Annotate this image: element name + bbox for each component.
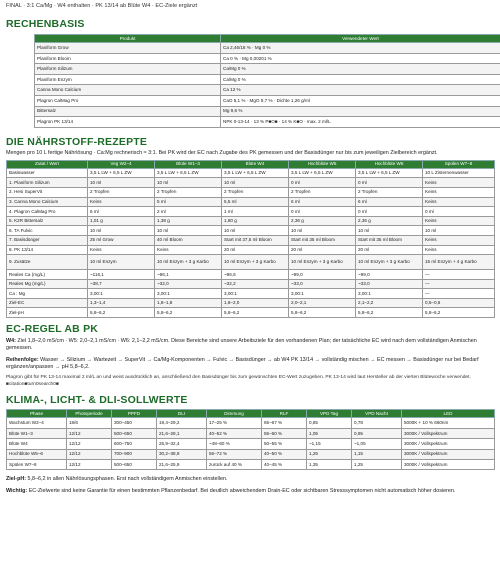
rezepte-cell: Ziel-EC: [7, 298, 88, 308]
klima-header-row: [7, 410, 495, 418]
rechenbasis-cell: Planiform Enzym: [35, 74, 221, 85]
rechenbasis-row: [35, 53, 500, 64]
rezepte-cell: Keins: [423, 245, 495, 255]
rezepte-cell: 3,00:1: [155, 289, 222, 299]
rezepte-cell: 6 ml: [356, 197, 423, 207]
rezepte-cell: 0,5–0,6: [423, 298, 495, 308]
rezepte-cell: ~99,0: [289, 270, 356, 280]
klima-column-header: Dimmung: [207, 410, 262, 418]
rezepte-cell: 6 ml: [289, 197, 356, 207]
klima-cell: 56–72 %: [207, 449, 262, 459]
rezepte-cell: —: [423, 289, 495, 299]
rezepte-cell: Keins: [423, 178, 495, 188]
rechenbasis-cell: CaO 5,1 % · MgO 5,7 % · Dichte 1,26 g/ml: [221, 95, 500, 106]
section-title-rechenbasis: RECHENBASIS: [6, 18, 85, 30]
rezepte-cell: 2 ml: [155, 207, 222, 217]
rechenbasis-row: [35, 64, 500, 75]
rezepte-cell: 2 Tropfen: [222, 187, 289, 197]
rezepte-column-header: Hochblüte W5: [289, 160, 356, 168]
rezepte-cell: Keins: [88, 197, 155, 207]
klima-row: [7, 418, 495, 428]
rezepte-row: [7, 279, 495, 289]
klima-cell: zurück auf 40 %: [207, 460, 262, 470]
klima-cell: Wachstum W2–4: [7, 418, 67, 428]
footer-ph-text: 5,8–6,2 in allen Nährlösungsphasen. Erst nach vollständigem Anmischen einstellen.: [26, 476, 228, 483]
rezepte-intro: Mengen pro 10 L fertige Nährlösung · Ca:Mg rechnerisch ≈ 3:1. Bei PK wird der EC nach Zugabe des PK gemessen und der Basisdünger nur bis zum jeweiligen Zielbereich ergänzt.: [6, 149, 438, 156]
rezepte-cell: Keins: [423, 216, 495, 226]
rezepte-cell: 7. Basisdünger: [7, 235, 88, 245]
rezepte-row: [7, 289, 495, 299]
rezepte-cell: 1. Planiform Silizum: [7, 178, 88, 188]
klima-column-header: Photoperiode: [67, 410, 112, 418]
rezepte-cell: Reales Mg (mg/L): [7, 279, 88, 289]
rezepte-table: [6, 160, 495, 318]
klima-column-header: VPD Nacht: [352, 410, 402, 418]
rezepte-row: [7, 270, 495, 280]
rezepte-cell: 10 ml: [88, 178, 155, 188]
rezepte-row: [7, 207, 495, 217]
rechenbasis-cell: Ca 2,46/18 % · Mg 0 %: [221, 43, 500, 54]
rezepte-cell: 10 ml: [155, 226, 222, 236]
rezepte-column-header: Blüte W1–3: [155, 160, 222, 168]
klima-table: [6, 409, 495, 470]
rezepte-cell: 1,8–1,8: [155, 298, 222, 308]
rezepte-cell: 20 ml: [356, 245, 423, 255]
footer-warning-text: EC-Zielwerte sind keine Garantie für einen bestimmten Pflanzenbedarf. Bei deutlich abweichendem Drain-EC oder sichtbaren Stresssymptomen nicht automatisch höher dosieren.: [27, 487, 456, 494]
klima-cell: 21,6–28,1: [157, 428, 207, 438]
rezepte-cell: 3,5 L LW + 6,5 L ZW: [356, 168, 423, 178]
rezepte-cell: 20 ml: [222, 245, 289, 255]
rezepte-cell: 2,0–2,1: [289, 298, 356, 308]
rezepte-cell: 3,5 L LW + 6,5 L ZW: [222, 168, 289, 178]
klima-cell: 12/12: [67, 460, 112, 470]
rezepte-cell: ~33,0: [356, 279, 423, 289]
rezepte-cell: ~96,6: [222, 270, 289, 280]
rezepte-cell: 9. Zusätze: [7, 255, 88, 270]
rezepte-column-header: Blüte W4: [222, 160, 289, 168]
rezepte-cell: 5,8–6,2: [356, 308, 423, 318]
rezepte-row: [7, 197, 495, 207]
rezepte-cell: 10 ml Enzym: [88, 255, 155, 270]
rezepte-cell: Basiswasser: [7, 168, 88, 178]
rezepte-cell: 6 ml: [88, 207, 155, 217]
rezepte-cell: Ziel-pH: [7, 308, 88, 318]
rezepte-cell: 40 ml Bloom: [155, 235, 222, 245]
klima-cell: 5000K + 10 % 660nm: [402, 418, 495, 428]
rezepte-cell: 0 ml: [356, 178, 423, 188]
rezepte-row: [7, 235, 495, 245]
rezepte-cell: 3,5 L LW + 6,5 L ZW: [289, 168, 356, 178]
rezepte-cell: 1,3–1,4: [88, 298, 155, 308]
rezepte-cell: 1,80 g: [222, 216, 289, 226]
klima-cell: 1,35: [307, 460, 352, 470]
rezepte-cell: 10 ml: [423, 226, 495, 236]
rezepte-cell: 2,36 g: [356, 216, 423, 226]
rezepte-cell: 1,8–2,0: [222, 298, 289, 308]
ecregel-order: [6, 357, 492, 372]
rezepte-cell: ~38,7: [88, 279, 155, 289]
rezepte-cell: 10 ml: [222, 178, 289, 188]
klima-cell: ~1,05: [352, 439, 402, 449]
klima-cell: 0,95: [352, 428, 402, 438]
rechenbasis-header-row: [35, 35, 500, 43]
klima-row: [7, 449, 495, 459]
rezepte-cell: 0 ml: [423, 207, 495, 217]
rezepte-cell: 1,01 g: [88, 216, 155, 226]
ecregel-order-text: Wasser → Silizium → Wartezeit → SuperVit → Ca/Mg-Komponenten → Fulvic → Basisdünger → ab W4 PK 13/14 → vollständig mischen → EC messen → Basisdünger nur bei Bedarf ergänzen/anpassen → pH 5,8–6,2.: [6, 356, 479, 370]
rezepte-cell: 5. K2R Bittersalz: [7, 216, 88, 226]
rezepte-cell: 5,8–6,2: [88, 308, 155, 318]
rechenbasis-column-header: Produkt: [35, 35, 221, 43]
rezepte-cell: —: [423, 270, 495, 280]
klima-cell: 12/12: [67, 439, 112, 449]
footer-ph-note: [6, 476, 492, 483]
klima-cell: Blüte W1–3: [7, 428, 67, 438]
rezepte-cell: 3. Canna Mono Calcium: [7, 197, 88, 207]
rechenbasis-cell: Mg 9,6 %: [221, 106, 500, 117]
rezepte-cell: Start mit 35 ml Bloom: [289, 235, 356, 245]
rezepte-cell: 2 Tropfen: [88, 187, 155, 197]
klima-cell: 1,15: [352, 449, 402, 459]
rezepte-cell: 10 ml Enzym + 3 g Karbo: [222, 255, 289, 270]
rezepte-row: [7, 226, 495, 236]
klima-row: [7, 428, 495, 438]
rezepte-cell: 2 Tropfen: [155, 187, 222, 197]
rezepte-cell: Start mit 35 ml Bloom: [356, 235, 423, 245]
rezepte-row: [7, 178, 495, 188]
rechenbasis-cell: NPK 0-13-14 · 13 % P■O■ · 14 % K■O · max. 2 ml/L: [221, 117, 500, 128]
rechenbasis-cell: Planiform Grow: [35, 43, 221, 54]
klima-cell: Blüte W4: [7, 439, 67, 449]
rezepte-cell: 25 ml Grow: [88, 235, 155, 245]
rezepte-cell: 0 ml: [289, 178, 356, 188]
rezepte-cell: 10 ml: [289, 226, 356, 236]
rechenbasis-row: [35, 43, 500, 54]
rezepte-cell: ~99,0: [356, 270, 423, 280]
rezepte-cell: Keins: [155, 245, 222, 255]
klima-cell: 500–650: [112, 460, 157, 470]
rezepte-cell: Start mit 37,5 ml Bloom: [222, 235, 289, 245]
rezepte-cell: 3,00:1: [356, 289, 423, 299]
klima-cell: 40–50 %: [262, 449, 307, 459]
rechenbasis-row: [35, 95, 500, 106]
rezepte-cell: 3,5 L LW + 6,5 L ZW: [88, 168, 155, 178]
klima-cell: 40–45 %: [262, 460, 307, 470]
rezepte-cell: 1,38 g: [155, 216, 222, 226]
rezepte-cell: Reales Ca (mg/L): [7, 270, 88, 280]
footer-ph-label: Ziel-pH:: [6, 476, 27, 483]
rezepte-cell: —: [423, 279, 495, 289]
ecregel-order-label: Reihenfolge:: [6, 356, 39, 363]
klima-cell: 700–900: [112, 449, 157, 459]
klima-cell: 600–750: [112, 439, 157, 449]
rezepte-row: [7, 187, 495, 197]
rechenbasis-cell: Plagron CalMag Pro: [35, 95, 221, 106]
klima-cell: 30,2–38,9: [157, 449, 207, 459]
rezepte-cell: 3,00:1: [222, 289, 289, 299]
rechenbasis-row: [35, 74, 500, 85]
rezepte-cell: 2. Hesi SuperVit: [7, 187, 88, 197]
rezepte-cell: 2 Tropfen: [289, 187, 356, 197]
rezepte-row: [7, 216, 495, 226]
rezepte-cell: Keins: [423, 197, 495, 207]
rezepte-column-header: Hochblüte W6: [356, 160, 423, 168]
rezepte-column-header: Veg W2–4: [88, 160, 155, 168]
rezepte-cell: ~33,0: [289, 279, 356, 289]
rezepte-cell: 5,8–6,2: [289, 308, 356, 318]
rezepte-cell: ~32,2: [222, 279, 289, 289]
rechenbasis-cell: Canna Mono Calcium: [35, 85, 221, 96]
rechenbasis-row: [35, 117, 500, 128]
rezepte-cell: 10 ml Enzym + 3 g Karbo: [155, 255, 222, 270]
klima-cell: 40–52 %: [207, 428, 262, 438]
rezepte-cell: 5,8–6,2: [423, 308, 495, 318]
rezepte-cell: 15 ml Enzym + 4 g Karbo: [423, 255, 495, 270]
klima-column-header: LED: [402, 410, 495, 418]
rechenbasis-cell: Planiform Bloom: [35, 53, 221, 64]
rezepte-cell: ~32,0: [155, 279, 222, 289]
rezepte-column-header: Spülen W7–8: [423, 160, 495, 168]
section-title-rezepte: DIE NÄHRSTOFF-REZEPTE: [6, 135, 148, 148]
section-title-ecregel: EC-REGEL AB PK: [6, 323, 99, 336]
ecregel-targets-label: W4:: [6, 338, 16, 345]
klima-row: [7, 439, 495, 449]
rezepte-row: [7, 308, 495, 318]
klima-cell: ~48–60 %: [207, 439, 262, 449]
rezepte-row: [7, 298, 495, 308]
klima-column-header: DLI: [157, 410, 207, 418]
rechenbasis-row: [35, 85, 500, 96]
klima-cell: 3000K / Vollspektrum: [402, 439, 495, 449]
rezepte-cell: 2,36 g: [289, 216, 356, 226]
rezepte-cell: 3,00:1: [289, 289, 356, 299]
rezepte-cell: Ca : Mg: [7, 289, 88, 299]
rezepte-cell: ~116,1: [88, 270, 155, 280]
klima-cell: 3000K / Vollspektrum: [402, 449, 495, 459]
klima-cell: 500–650: [112, 428, 157, 438]
ecregel-source-note: Plagron gibt für PK 13-14 maximal 2 ml/L an und weist ausdrücklich an, anschließend den Basisdünger bis zum gewünschten EC-Wert zuzugeben. PK 13-14 wird laut Hersteller ab der vierten Blütewoche verwendet. ■citation■turn0search0■: [6, 375, 471, 387]
rezepte-cell: 2 Tropfen: [356, 187, 423, 197]
rezepte-column-header: Zutat / Wert: [7, 160, 88, 168]
klima-cell: 21,6–25,9: [157, 460, 207, 470]
rezepte-cell: Keins: [423, 187, 495, 197]
klima-cell: Spülen W7–8: [7, 460, 67, 470]
klima-cell: 17–25 %: [207, 418, 262, 428]
klima-column-header: RLF: [262, 410, 307, 418]
rezepte-cell: 5,5 ml: [222, 197, 289, 207]
rezepte-cell: 10 ml Enzym + 3 g Karbo: [289, 255, 356, 270]
klima-cell: 65–67 %: [262, 418, 307, 428]
klima-column-header: Phase: [7, 410, 67, 418]
footer-notes: [6, 476, 494, 495]
klima-cell: 12/12: [67, 449, 112, 459]
klima-cell: 18/6: [67, 418, 112, 428]
klima-cell: Hochblüte W5–6: [7, 449, 67, 459]
rechenbasis-table: [34, 34, 500, 128]
klima-column-header: VPD Tag: [307, 410, 352, 418]
rezepte-row: [7, 245, 495, 255]
klima-row: [7, 460, 495, 470]
klima-cell: 3000K / Vollspektrum: [402, 460, 495, 470]
footer-warning-label: Wichtig:: [6, 487, 28, 494]
klima-cell: 0,85: [307, 418, 352, 428]
rezepte-row: [7, 255, 495, 270]
rezepte-cell: 10 ml: [155, 178, 222, 188]
section-title-klima: KLIMA-, LICHT- & DLI-SOLLWERTE: [6, 394, 188, 407]
rezepte-cell: 10 ml Enzym + 3 g Karbo: [356, 255, 423, 270]
klima-cell: 1,25: [352, 460, 402, 470]
rezepte-cell: 0 ml: [289, 207, 356, 217]
rezepte-row: [7, 168, 495, 178]
klima-cell: 19,4–29,2: [157, 418, 207, 428]
klima-cell: 0,78: [352, 418, 402, 428]
rechenbasis-cell: Ca 0 % · Mg 0,00201 %: [221, 53, 500, 64]
rezepte-cell: 1 ml: [222, 207, 289, 217]
rechenbasis-cell: Bittersalz: [35, 106, 221, 117]
ecregel-targets: [6, 338, 492, 353]
klima-cell: 1,05: [307, 428, 352, 438]
rechenbasis-cell: Plagron PK 13/14: [35, 117, 221, 128]
rezepte-cell: ~96,1: [155, 270, 222, 280]
rezepte-cell: 8. PK 13/14: [7, 245, 88, 255]
document-topline: FINAL · 3:1 Ca/Mg · W4 enthalten · PK 13/14 ab Blüte W4 · EC-Ziele ergänzt: [6, 3, 198, 9]
klima-column-header: PPFD: [112, 410, 157, 418]
klima-cell: 12/12: [67, 428, 112, 438]
rezepte-cell: 3,5 L LW + 6,5 L ZW: [155, 168, 222, 178]
rechenbasis-cell: Ca/Mg 0 %: [221, 64, 500, 75]
rezepte-cell: 5 ml: [155, 197, 222, 207]
rezepte-header-row: [7, 160, 495, 168]
rechenbasis-cell: Ca 12 %: [221, 85, 500, 96]
rechenbasis-row: [35, 106, 500, 117]
klima-cell: ~1,15: [307, 439, 352, 449]
rezepte-cell: 10 ml: [88, 226, 155, 236]
ecregel-targets-text: Ziel 1,8–2,0 mS/cm · W5: 2,0–2,1 mS/cm · W6: 2,1–2,2 mS/cm. Diese Bereiche sind unsere Arbeitsziele für den vorhandenen Plan; der tatsächliche EC wird nach dem vollständigen Anmischen gemessen.: [6, 338, 477, 352]
rechenbasis-cell: Ca/Mg 0 %: [221, 74, 500, 85]
rezepte-cell: 5,8–6,2: [222, 308, 289, 318]
rezepte-cell: 10 ml: [222, 226, 289, 236]
klima-cell: 3000K / Vollspektrum: [402, 428, 495, 438]
klima-cell: 300–450: [112, 418, 157, 428]
rezepte-cell: 10 L Zisternenwasser: [423, 168, 495, 178]
rechenbasis-column-header: Verwendeter Wert: [221, 35, 500, 43]
rezepte-cell: 2,1–2,2: [356, 298, 423, 308]
klima-cell: 55–60 %: [262, 428, 307, 438]
footer-warning-note: [6, 488, 492, 495]
rezepte-cell: Keins: [423, 235, 495, 245]
rechenbasis-cell: Planiform Silizum: [35, 64, 221, 75]
rezepte-cell: Keins: [88, 245, 155, 255]
rezepte-cell: 10 ml: [356, 226, 423, 236]
rezepte-cell: 5,8–6,2: [155, 308, 222, 318]
klima-cell: 25,9–32,4: [157, 439, 207, 449]
rezepte-cell: 0 ml: [356, 207, 423, 217]
klima-cell: 50–55 %: [262, 439, 307, 449]
rezepte-cell: 20 ml: [289, 245, 356, 255]
rezepte-cell: 6. TA Fulvic: [7, 226, 88, 236]
klima-cell: 1,25: [307, 449, 352, 459]
rezepte-cell: 3,00:1: [88, 289, 155, 299]
rezepte-cell: 4. Plagron CalMag Pro: [7, 207, 88, 217]
